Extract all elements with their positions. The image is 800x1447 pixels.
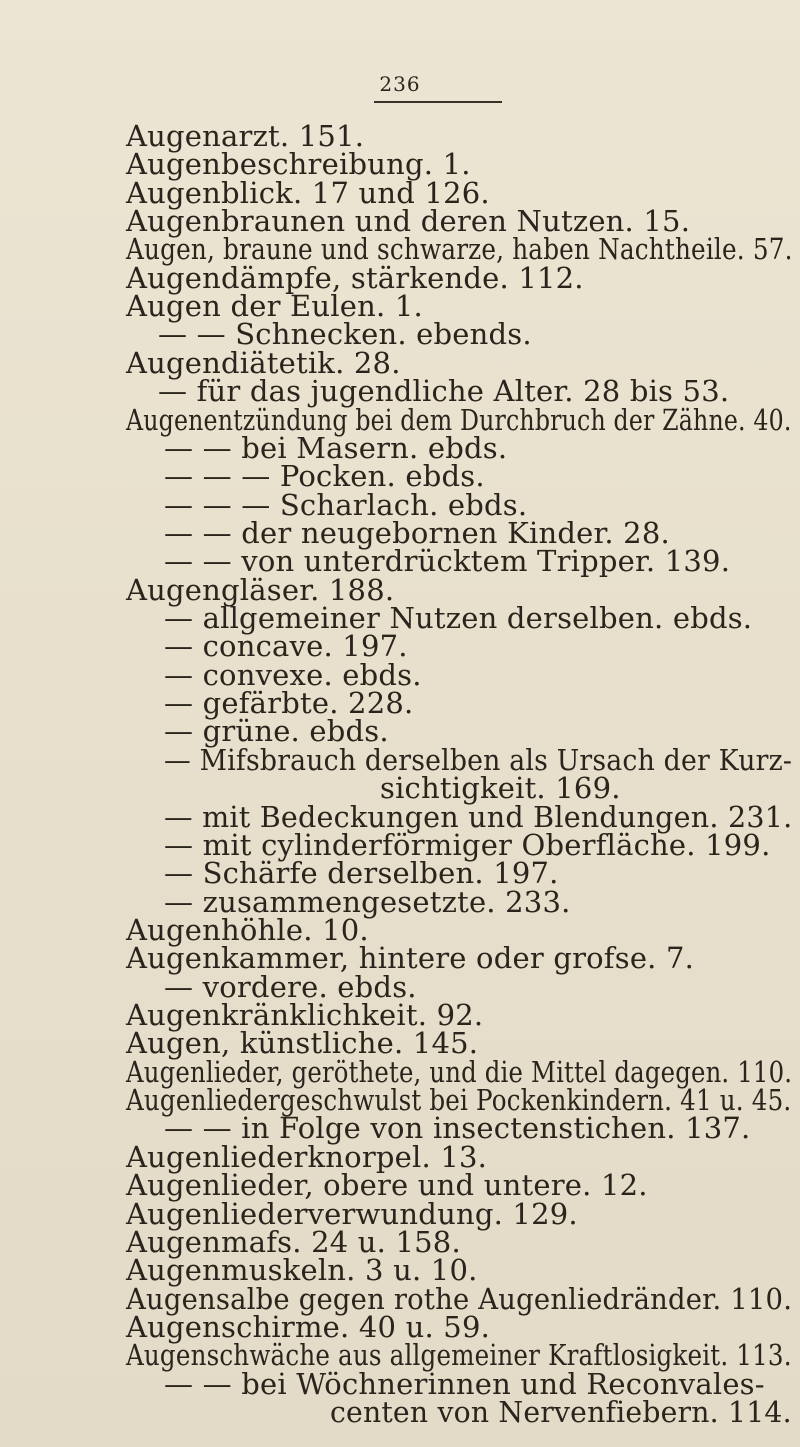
index-entry: — zusammengesetzte. 233.: [164, 885, 571, 919]
index-entry: — — in Folge von insectenstichen. 137.: [164, 1111, 751, 1145]
header-rule: [374, 101, 502, 103]
index-entry: — — der neugebornen Kinder. 28.: [164, 516, 670, 550]
index-entry: Augenkammer, hintere oder grofse. 7.: [126, 941, 695, 975]
index-entry: Augenschwäche aus allgemeiner Kraftlosigkeit. 113.: [126, 1338, 792, 1372]
index-entry: — — bei Masern. ebds.: [164, 431, 508, 465]
index-entry: Augenentzündung bei dem Durchbruch der Zähne. 40.: [126, 403, 792, 437]
index-entry-continuation: sichtigkeit. 169.: [380, 771, 621, 805]
index-entry: — — bei Wöchnerinnen und Reconvales-: [164, 1367, 765, 1401]
index-entry: — mit cylinderförmiger Oberfläche. 199.: [164, 828, 771, 862]
index-entry: Augenschirme. 40 u. 59.: [126, 1310, 491, 1344]
index-entry: Augenliederknorpel. 13.: [126, 1140, 488, 1174]
index-entry: — — — Pocken. ebds.: [164, 459, 485, 493]
index-entry: — gefärbte. 228.: [164, 686, 414, 720]
index-entry: — grüne. ebds.: [164, 714, 389, 748]
index-entry-continuation: centen von Nervenfiebern. 114.: [330, 1395, 792, 1429]
index-entry: Augenliederverwundung. 129.: [126, 1197, 578, 1231]
index-entry: — concave. 197.: [164, 629, 408, 663]
index-entry: Augen, künstliche. 145.: [126, 1026, 479, 1060]
index-entry: Augenliedergeschwulst bei Pockenkindern. 41 u. 45.: [126, 1083, 792, 1117]
index-entry: Augenhöhle. 10.: [126, 913, 369, 947]
index-entry: — mit Bedeckungen und Blendungen. 231.: [164, 800, 793, 834]
index-entry: Augendämpfe, stärkende. 112.: [126, 261, 584, 295]
index-entry: — für das jugendliche Alter. 28 bis 53.: [158, 374, 730, 408]
index-entry: — vordere. ebds.: [164, 970, 417, 1004]
index-entry: — — — Scharlach. ebds.: [164, 488, 528, 522]
index-entry: — Schärfe derselben. 197.: [164, 856, 559, 890]
index-entry: — Mifsbrauch derselben als Ursach der Kurz-: [164, 743, 793, 777]
index-entry: Augenbraunen und deren Nutzen. 15.: [126, 204, 691, 238]
index-entry: Augenblick. 17 und 126.: [126, 176, 490, 210]
index-entry: Augenlieder, geröthete, und die Mittel dagegen. 110.: [126, 1055, 793, 1089]
index-entry: Augenmuskeln. 3 u. 10.: [126, 1253, 478, 1287]
index-entry: Augengläser. 188.: [126, 573, 395, 607]
page-number: 236: [379, 72, 421, 96]
index-entry: — convexe. ebds.: [164, 658, 422, 692]
index-entry: Augen der Eulen. 1.: [126, 289, 423, 323]
index-entry: Augendiätetik. 28.: [126, 346, 401, 380]
index-entry: Augenkränklichkeit. 92.: [126, 998, 484, 1032]
index-entry: Augen, braune und schwarze, haben Nachtheile. 57.: [126, 232, 793, 266]
index-entry: Augensalbe gegen rothe Augenliedränder. 110.: [126, 1282, 793, 1316]
index-entry: — allgemeiner Nutzen derselben. ebds.: [164, 601, 753, 635]
index-entry: — — Schnecken. ebends.: [158, 317, 532, 351]
index-entry: Augenarzt. 151.: [126, 119, 365, 153]
index-entry: Augenmafs. 24 u. 158.: [126, 1225, 461, 1259]
index-entry: — — von unterdrücktem Tripper. 139.: [164, 544, 731, 578]
index-entry: Augenbeschreibung. 1.: [126, 147, 471, 181]
index-entry: Augenlieder, obere und untere. 12.: [126, 1168, 648, 1202]
